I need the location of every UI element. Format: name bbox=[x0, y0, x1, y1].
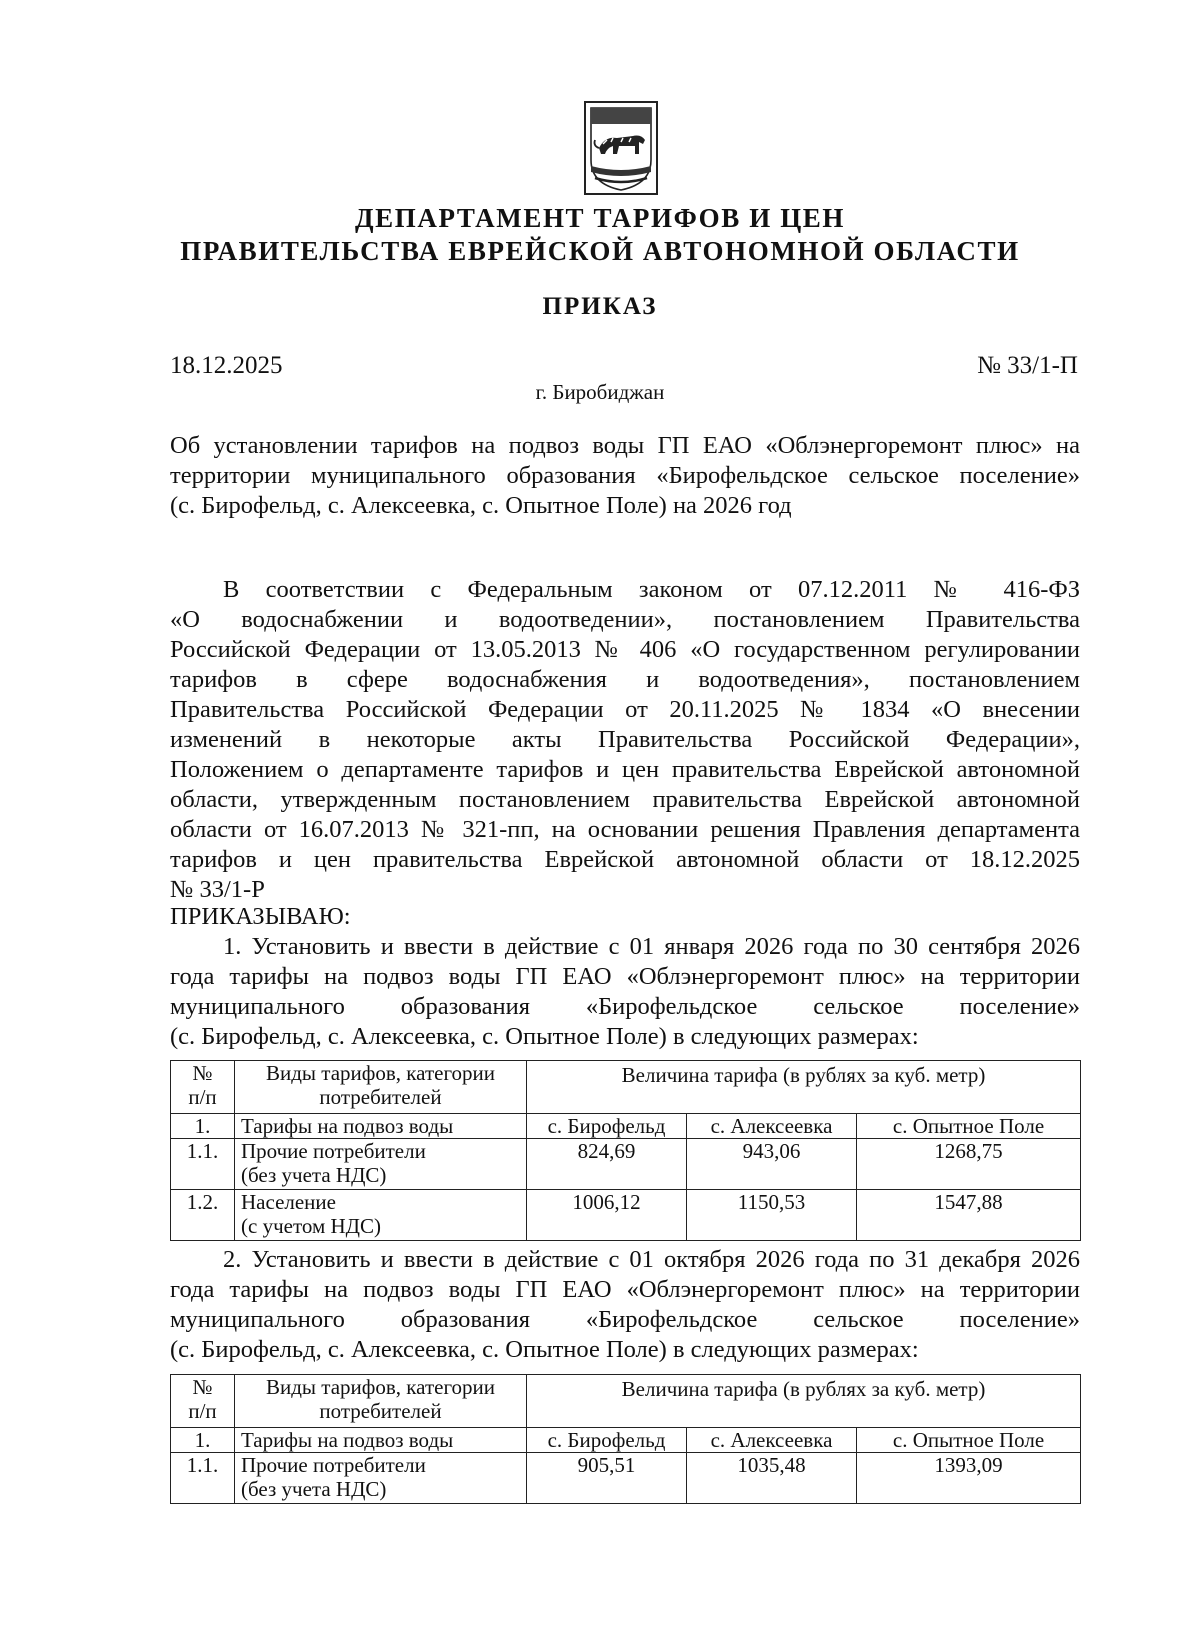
preamble-line: области от 16.07.2013 № 321-пп, на основании решения Правления департамента bbox=[170, 816, 1080, 843]
item-line: 2. Установить и ввести в действие с 01 октября 2026 года по 31 декабря 2026 bbox=[223, 1246, 1080, 1273]
tariff-alekseevka: 1150,53 bbox=[687, 1190, 857, 1241]
column-header-birofeld: с. Бирофельд bbox=[527, 1114, 687, 1139]
preamble-paragraph bbox=[170, 575, 1080, 905]
column-header-category: Виды тарифов, категории потребителей bbox=[235, 1375, 527, 1428]
tariff-opytnoe-pole: 1547,88 bbox=[857, 1190, 1081, 1241]
department-name-line1: ДЕПАРТАМЕНТ ТАРИФОВ И ЦЕН bbox=[354, 203, 846, 233]
section-label: Тарифы на подвоз воды bbox=[235, 1114, 527, 1139]
column-header-number: № п/п bbox=[171, 1375, 235, 1428]
column-header-alekseevka: с. Алексеевка bbox=[687, 1428, 857, 1453]
subject-line: территории муниципального образования «Бирофельдское сельское поселение» bbox=[170, 462, 1080, 489]
section-number: 1. bbox=[171, 1428, 235, 1453]
tariff-table-2 bbox=[170, 1374, 1081, 1504]
order-directive-word: ПРИКАЗЫВАЮ: bbox=[170, 903, 351, 930]
preamble-line: Правительства Российской Федерации от 20.11.2025 № 1834 «О внесении bbox=[170, 696, 1080, 723]
order-date: 18.12.2025 bbox=[170, 352, 283, 379]
preamble-line: В соответствии с Федеральным законом от 07.12.2011 № 416-ФЗ bbox=[223, 576, 1080, 603]
item-line: 1. Установить и ввести в действие с 01 января 2026 года по 30 сентября 2026 bbox=[223, 933, 1080, 960]
table-row bbox=[171, 1453, 1081, 1504]
section-number: 1. bbox=[171, 1114, 235, 1139]
table-row bbox=[171, 1139, 1081, 1190]
subject-line: Об установлении тарифов на подвоз воды ГП ЕАО «Облэнергоремонт плюс» на bbox=[170, 432, 1080, 459]
column-header-opytnoe-pole: с. Опытное Поле bbox=[857, 1114, 1081, 1139]
column-header-tariff-value: Величина тарифа (в рублях за куб. метр) bbox=[527, 1061, 1081, 1114]
order-city: г. Биробиджан bbox=[535, 380, 665, 404]
item-line: (с. Бирофельд, с. Алексеевка, с. Опытное Поле) в следующих размерах: bbox=[170, 1336, 919, 1363]
item-line: (с. Бирофельд, с. Алексеевка, с. Опытное Поле) в следующих размерах: bbox=[170, 1023, 919, 1050]
column-header-category: Виды тарифов, категории потребителей bbox=[235, 1061, 527, 1114]
order-directive bbox=[170, 902, 1080, 932]
order-subject bbox=[170, 431, 1080, 521]
preamble-line: области, утвержденным постановлением правительства Еврейской автономной bbox=[170, 786, 1080, 813]
preamble-line: «О водоснабжении и водоотведении», постановлением Правительства bbox=[170, 606, 1080, 633]
section-label: Тарифы на подвоз воды bbox=[235, 1428, 527, 1453]
item-line: муниципального образования «Бирофельдское сельское поселение» bbox=[170, 993, 1080, 1020]
item-line: года тарифы на подвоз воды ГП ЕАО «Облэнергоремонт плюс» на территории bbox=[170, 963, 1080, 990]
tariff-birofeld: 824,69 bbox=[527, 1139, 687, 1190]
column-header-opytnoe-pole: с. Опытное Поле bbox=[857, 1428, 1081, 1453]
document-type-title: ПРИКАЗ bbox=[542, 293, 658, 320]
tariff-table-1 bbox=[170, 1060, 1081, 1241]
row-number: 1.1. bbox=[171, 1453, 235, 1504]
tariff-opytnoe-pole: 1393,09 bbox=[857, 1453, 1081, 1504]
column-header-tariff-value: Величина тарифа (в рублях за куб. метр) bbox=[527, 1375, 1081, 1428]
row-number: 1.2. bbox=[171, 1190, 235, 1241]
preamble-line: тарифов и цен правительства Еврейской автономной области от 18.12.2025 bbox=[170, 846, 1080, 873]
row-category: Прочие потребители (без учета НДС) bbox=[235, 1139, 527, 1190]
preamble-line: Российской Федерации от 13.05.2013 № 406 «О государственном регулировании bbox=[170, 636, 1080, 663]
department-name-line2: ПРАВИТЕЛЬСТВА ЕВРЕЙСКОЙ АВТОНОМНОЙ ОБЛАСТИ bbox=[180, 236, 1020, 266]
tariff-alekseevka: 943,06 bbox=[687, 1139, 857, 1190]
order-number: № 33/1-П bbox=[977, 352, 1078, 379]
preamble-line: Положением о департаменте тарифов и цен правительства Еврейской автономной bbox=[170, 756, 1080, 783]
preamble-line: изменений в некоторые акты Правительства Российской Федерации», bbox=[170, 726, 1080, 753]
order-item-2 bbox=[170, 1245, 1080, 1365]
tariff-birofeld: 1006,12 bbox=[527, 1190, 687, 1241]
row-number: 1.1. bbox=[171, 1139, 235, 1190]
row-category: Население (с учетом НДС) bbox=[235, 1190, 527, 1241]
column-header-birofeld: с. Бирофельд bbox=[527, 1428, 687, 1453]
subject-line: (с. Бирофельд, с. Алексеевка, с. Опытное Поле) на 2026 год bbox=[170, 492, 792, 519]
row-category: Прочие потребители (без учета НДС) bbox=[235, 1453, 527, 1504]
tariff-opytnoe-pole: 1268,75 bbox=[857, 1139, 1081, 1190]
coat-of-arms-tiger-icon bbox=[583, 100, 659, 196]
item-line: муниципального образования «Бирофельдское сельское поселение» bbox=[170, 1306, 1080, 1333]
column-header-number: № п/п bbox=[171, 1061, 235, 1114]
column-header-alekseevka: с. Алексеевка bbox=[687, 1114, 857, 1139]
preamble-line: № 33/1-Р bbox=[170, 876, 265, 903]
preamble-line: тарифов в сфере водоснабжения и водоотведения», постановлением bbox=[170, 666, 1080, 693]
tariff-alekseevka: 1035,48 bbox=[687, 1453, 857, 1504]
table-row bbox=[171, 1190, 1081, 1241]
tariff-birofeld: 905,51 bbox=[527, 1453, 687, 1504]
item-line: года тарифы на подвоз воды ГП ЕАО «Облэнергоремонт плюс» на территории bbox=[170, 1276, 1080, 1303]
order-item-1 bbox=[170, 932, 1080, 1052]
